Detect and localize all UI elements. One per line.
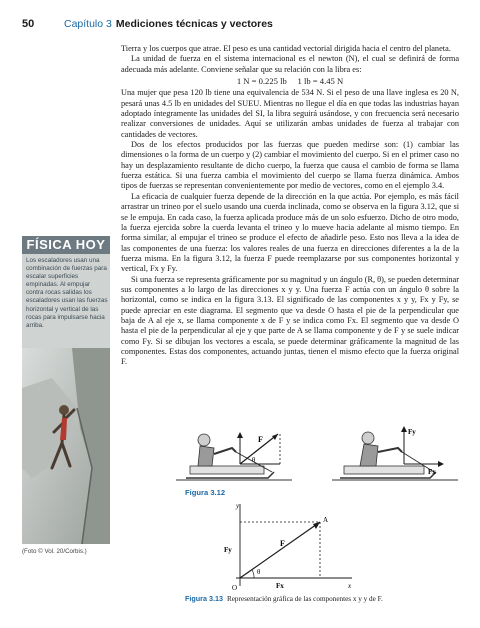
paragraph-1: Tierra y los cuerpos que atrae. El peso es una cantidad vectorial dirigida hacia el centro del planeta. <box>121 44 451 53</box>
figure-3-13-text: Representación gráfica de las componentes x y y de F. <box>226 595 383 603</box>
figure-3-13-diagram <box>200 500 356 592</box>
fig13-label-F: F <box>280 539 285 548</box>
climber-photo <box>22 348 110 544</box>
fig12-label-Fy: Fy <box>408 428 416 436</box>
page-number: 50 <box>22 18 35 30</box>
figure-3-13-label: Figura 3.13 <box>185 594 223 603</box>
fig13-label-Fy: Fy <box>224 546 232 554</box>
paragraph-6: Si una fuerza se representa gráficamente por su magnitud y un ángulo (R, θ), se pueden determinar sus componentes a lo largo de las direcciones x y y. Una fuerza F actúa con un ángulo θ sobre la horizontal, como se indica en la figura 3.13. El significado de las componentes x y y, Fx y Fy, se puede apreciar en este diagrama. El segmento que va desde O hasta el pie de la perpendicular que baja de A al eje x, se llama componente x de F y se indica como Fx. El segmento que va desde O hasta el pie de la perpendicular al eje y que parte de A se llama componente y de F y se suele indicar como Fy. Si se dibujan los vectores a escala, se puede determinar gráficamente la magnitud de las componentes. Estas dos componentes, actuando juntas, tienen el mismo efecto que la fuerza original F. <box>121 274 459 367</box>
fig12-label-theta: θ <box>252 456 256 464</box>
fig13-point-A: A <box>323 516 329 524</box>
fig13-axis-x: x <box>348 582 352 590</box>
fig13-origin: O <box>232 584 238 592</box>
conversion-equation: 1 N = 0.225 lb 1 lb = 4.45 N <box>236 76 344 87</box>
paragraph-3: Una mujer que pesa 120 lb tiene una equivalencia de 534 N. Si el peso de una llave inglesa es 20 N, pesará unas 4.5 lb en unidades del SUEU. Mientras no llegue el día en que todas las industrias hayan adoptado íntegramente las unidades del SI, la libra seguirá usándose, y con frecuencia será necesario realizar conversiones de unidades. Aquí se utilizarán ambas unidades de fuerza al trabajar con cantidades de vectores. <box>121 88 459 139</box>
figure-3-12-diagram <box>172 398 462 486</box>
paragraph-5: La eficacia de cualquier fuerza depende de la dirección en la que actúa. Por ejemplo, es más fácil arrastrar un trineo por el suelo usando una cuerda inclinada, como se observa en la figura 3.12, que si se le empuja. En cada caso, la fuerza aplicada produce más de un solo esfuerzo. Dicho de otro modo, la fuerza ejercida sobre la cuerda levanta el trineo y lo mueve hacia adelante al mismo tiempo. En forma similar, al empujar el trineo se produce el efecto de añadirle peso. Esto nos lleva a la idea de las componentes de una fuerza: los valores reales de una fuerza en direcciones diferentes a la de la fuerza misma. En la figura 3.12, la fuerza F puede reemplazarse por sus componentes horizontal y vertical, Fx y Fy. <box>121 191 459 274</box>
chapter-heading <box>64 18 273 30</box>
photo-credit: (Foto © Vol. 20/Corbis.) <box>22 548 87 555</box>
chapter-number: Capítulo 3 <box>64 18 112 30</box>
body-text <box>121 44 459 368</box>
page-header <box>0 18 480 34</box>
fig13-label-theta: θ <box>257 568 261 576</box>
fig12-label-F: F <box>258 435 263 444</box>
figure-3-12-caption: Figura 3.12 <box>185 488 226 497</box>
sidebar-text: Los escaladores usan una combinación de fuerzas para escalar superficies empinadas. Al empujar contra rocas salidas los escaladores usan las fuerzas horizontal y vertical de las rocas para impulsarse hacia arriba. <box>26 257 108 329</box>
fig13-axis-y: y <box>236 502 240 510</box>
chapter-title: Mediciones técnicas y vectores <box>115 18 273 30</box>
fig13-label-Fx: Fx <box>276 582 284 590</box>
sled-scene-right <box>332 426 458 480</box>
fisica-hoy-sidebar <box>22 236 110 544</box>
figure-3-13-caption <box>185 594 383 603</box>
fig12-label-Fx: Fx <box>428 468 436 476</box>
paragraph-2: La unidad de fuerza en el sistema internacional es el newton (N), el cual se definirá de forma adecuada más adelante. Conviene señalar que su relación con la libra es: <box>121 54 459 74</box>
paragraph-4: Dos de los efectos producidos por las fuerzas que pueden medirse son: (1) cambiar las dimensiones o la forma de un cuerpo y (2) cambiar el movimiento del cuerpo. Si en el primer caso no hay un desplazamiento resultante de dicho cuerpo, la fuerza que causa el cambio de forma se llama fuerza estática. Si una fuerza cambia el movimiento del cuerpo se llama fuerza dinámica. Ambos tipos de fuerzas se representan convenientemente por medio de vectores, como en el ejemplo 3.4. <box>121 140 459 191</box>
sled-scene-left <box>176 432 292 480</box>
sidebar-title: FÍSICA HOY <box>22 236 110 254</box>
